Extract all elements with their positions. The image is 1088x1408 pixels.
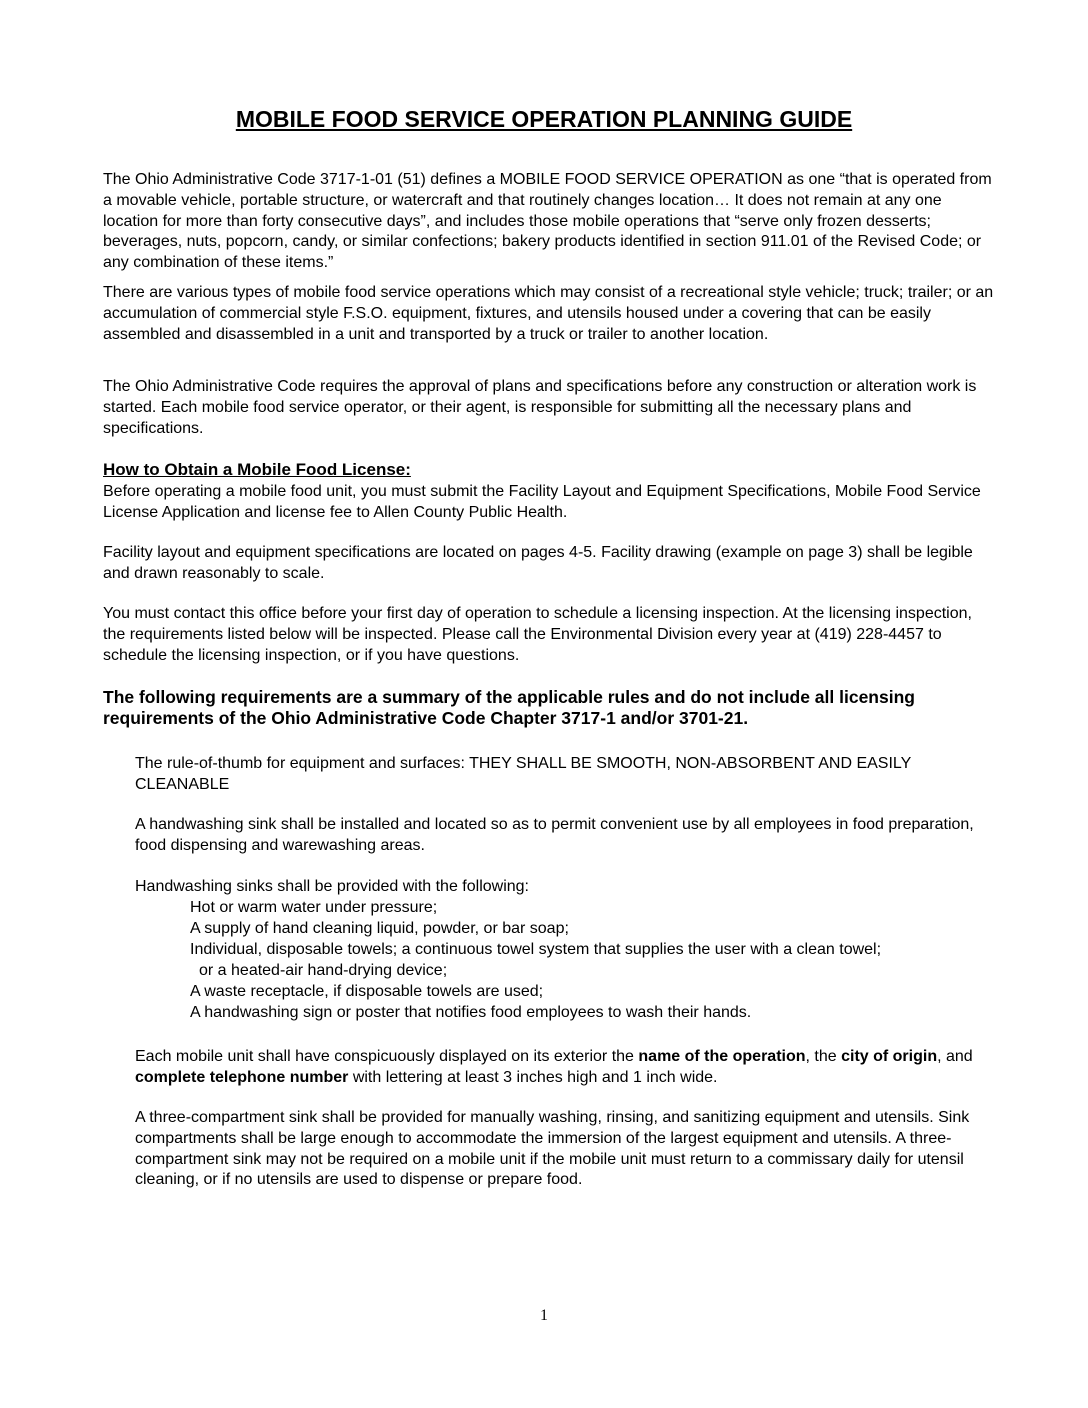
bold-operation-name: name of the operation [638, 1048, 806, 1065]
requirements-summary-heading: The following requirements are a summary of the applicable rules and do not include all licensing requirements of the Ohio Administrative Code Chapter 3717-1 and/or 3701-21. [103, 687, 915, 728]
license-heading: How to Obtain a Mobile Food License: [103, 460, 411, 479]
three-compartment-sink-paragraph: A three-compartment sink shall be provided for manually washing, rinsing, and sanitizing equipment and utensils. Sink compartments shall be large enough to accommodate the immersion of the largest equipment and utensils. A three-compartment sink may not be required on a mobile unit if the mobile unit must return to a commissary daily for utensil cleaning, or if no utensils are used to dispense or prepare food. [135, 1109, 970, 1189]
page-title: MOBILE FOOD SERVICE OPERATION PLANNING GUIDE [235, 106, 853, 132]
handwashing-requirements-list [190, 897, 990, 1023]
intro-paragraph-definition: The Ohio Administrative Code 3717-1-01 (51) defines a MOBILE FOOD SERVICE OPERATION as one “that is operated from a movable vehicle, portable structure, or watercraft and that routinely changes location… It does not remain at any one location for more than forty consecutive days”, and includes those mobile operations that “serve only frozen desserts; beverages, nuts, popcorn, candy, or similar confections; bakery products identified in section 911.01 of the Revised Code; or any combination of these items.” [103, 171, 992, 272]
unit-display-paragraph: Each mobile unit shall have conspicuously displayed on its exterior the name of the operation, the city of origin, and complete telephone number with lettering at least 3 inches high and 1 inch wide. [135, 1048, 973, 1086]
handwashing-sink-paragraph: A handwashing sink shall be installed and located so as to permit convenient use by all employees in food preparation, food dispensing and warewashing areas. [135, 816, 974, 854]
list-item: A handwashing sign or poster that notifies food employees to wash their hands. [190, 1004, 752, 1021]
bold-telephone-number: complete telephone number [135, 1068, 349, 1086]
rule-of-thumb-paragraph: The rule-of-thumb for equipment and surfaces: THEY SHALL BE SMOOTH, NON-ABSORBENT AND EASILY CLEANABLE [135, 755, 911, 793]
list-item: A waste receptacle, if disposable towels are used; [190, 983, 544, 1000]
page-number: 1 [540, 1307, 548, 1324]
handwashing-list-intro: Handwashing sinks shall be provided with the following: [135, 878, 529, 895]
intro-paragraph-approval: The Ohio Administrative Code requires the approval of plans and specifications before any construction or alteration work is started. Each mobile food service operator, or their agent, is responsible for submitting all the necessary plans and specifications. [103, 378, 977, 437]
license-paragraph-submit: Before operating a mobile food unit, you must submit the Facility Layout and Equipment Specifications, Mobile Food Service License Application and license fee to Allen County Public Health. [103, 483, 981, 521]
license-paragraph-inspection: You must contact this office before your first day of operation to schedule a licensing inspection. At the licensing inspection, the requirements listed below will be inspected. Please call the Environmental Division every year at (419) 228-4457 to schedule the licensing inspection, or if you have questions. [103, 605, 972, 664]
bold-city-of-origin: city of origin [841, 1048, 938, 1065]
list-item: A supply of hand cleaning liquid, powder, or bar soap; [190, 920, 569, 937]
license-paragraph-layout: Facility layout and equipment specifications are located on pages 4-5. Facility drawing (example on page 3) shall be legible and drawn reasonably to scale. [103, 544, 973, 582]
list-item: Hot or warm water under pressure; [190, 899, 438, 916]
intro-paragraph-types: There are various types of mobile food service operations which may consist of a recreational style vehicle; truck; trailer; or an accumulation of commercial style F.S.O. equipment, fixtures, and utensils housed under a covering that can be easily assembled and disassembled in a unit and transported by a truck or trailer to another location. [103, 284, 994, 343]
list-item: Individual, disposable towels; a continuous towel system that supplies the user with a clean towel; or a heated-air hand-drying device; [190, 939, 990, 981]
list-item-continuation: or a heated-air hand-drying device; [199, 962, 448, 979]
